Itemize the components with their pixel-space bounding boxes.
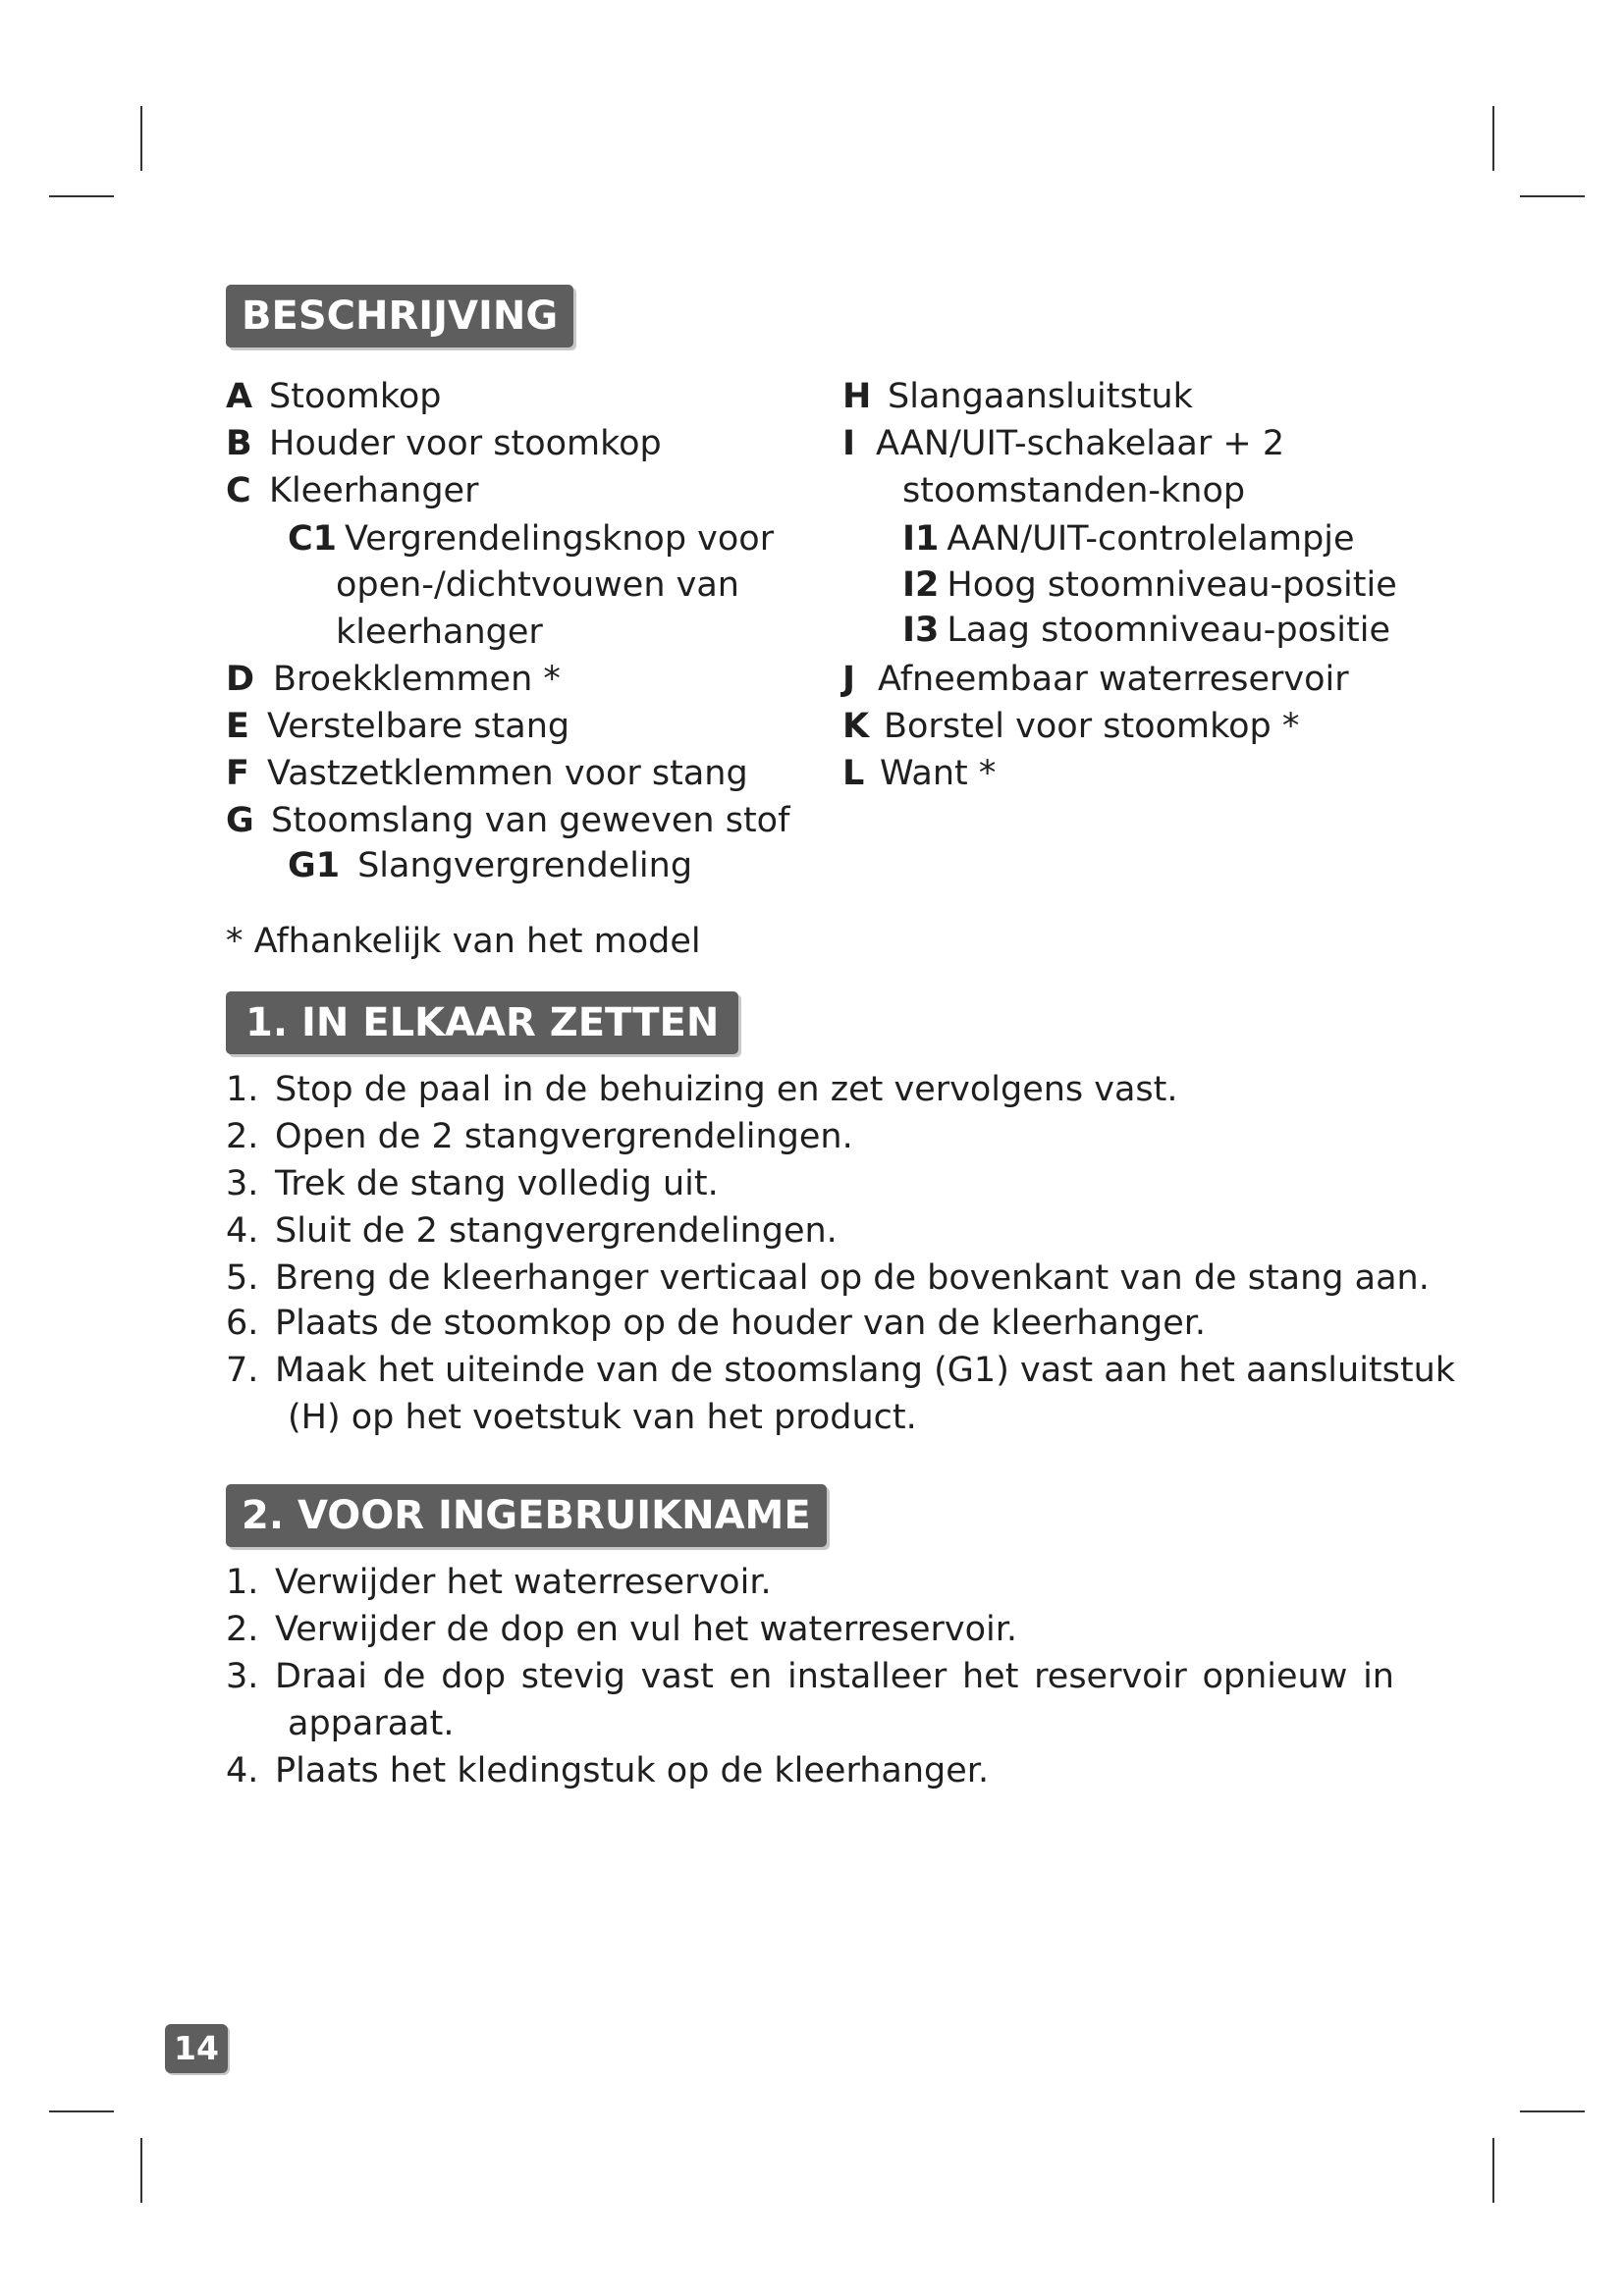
part-key: B [226, 424, 252, 463]
part-text: Houder voor stoomkop [269, 424, 662, 463]
part-key: C1 [288, 519, 338, 559]
part-text: Broekklemmen * [273, 660, 561, 699]
part-item-c [226, 467, 478, 514]
crop-mark [140, 106, 142, 171]
crop-mark [1520, 195, 1585, 197]
crop-mark [49, 2110, 114, 2112]
step-text: Trek de stang volledig uit. [275, 1164, 719, 1203]
step-text: Plaats de stoomkop op de houder van de kleerhanger. [275, 1304, 1207, 1343]
step-number: 5. [226, 1258, 259, 1298]
part-item-c1 [288, 515, 774, 562]
section-heading-before-use: 2. VOOR INGEBRUIKNAME [226, 1484, 827, 1547]
assembly-step-1 [226, 1066, 1178, 1113]
part-item-e [226, 703, 569, 750]
part-item-l [842, 750, 996, 797]
part-text: Want * [880, 754, 997, 793]
step-number: 7. [226, 1351, 259, 1390]
part-key: E [226, 707, 249, 746]
part-item-j [842, 656, 1349, 703]
part-text: Slangaansluitstuk [888, 377, 1193, 416]
part-item-i-line2: stoomstanden-knop [902, 471, 1246, 510]
footnote: * Afhankelijk van het model [226, 922, 701, 961]
crop-mark [1492, 106, 1494, 171]
part-item-f [226, 750, 748, 797]
part-key: I3 [902, 611, 940, 650]
part-key: I [842, 424, 856, 463]
step-number: 4. [226, 1211, 259, 1251]
part-text: Vergrendelingsknop voor [345, 519, 775, 559]
crop-mark [1492, 2138, 1494, 2203]
page-number: 14 [165, 2024, 228, 2073]
part-key: C [226, 471, 251, 510]
part-text: Slangvergrendeling [357, 846, 693, 885]
assembly-step-4 [226, 1207, 838, 1255]
part-item-b [226, 420, 662, 467]
step-text: Stop de paal in de behuizing en zet vervolgens vast. [275, 1070, 1178, 1109]
step-number: 6. [226, 1304, 259, 1343]
part-key: I1 [902, 519, 940, 559]
before-use-step-3-number: 3. [226, 1657, 259, 1696]
assembly-step-5 [226, 1255, 1430, 1302]
step-text: Sluit de 2 stangvergrendelingen. [275, 1211, 838, 1251]
part-key: L [842, 754, 865, 793]
part-text: Verstelbare stang [267, 707, 570, 746]
assembly-step-2 [226, 1113, 853, 1160]
crop-mark [1520, 2110, 1585, 2112]
part-text: Vastzetklemmen voor stang [267, 754, 748, 793]
step-number: 1. [226, 1563, 259, 1602]
assembly-step-7 [226, 1347, 1455, 1394]
step-number: 4. [226, 1751, 259, 1790]
part-item-c1-line2: open-/dichtvouwen van [336, 565, 739, 605]
part-key: D [226, 660, 255, 699]
part-item-i1 [902, 515, 1355, 562]
part-key: G1 [288, 846, 341, 885]
part-text: AAN/UIT-schakelaar + 2 [876, 424, 1285, 463]
part-text: AAN/UIT-controlelampje [947, 519, 1355, 559]
step-text: Open de 2 stangvergrendelingen. [275, 1117, 853, 1156]
part-key: H [842, 377, 872, 416]
assembly-step-7-continued: (H) op het voetstuk van het product. [288, 1398, 917, 1437]
step-text: Verwijder de dop en vul het waterreservoir. [275, 1610, 1018, 1649]
part-item-i2 [902, 561, 1397, 609]
part-key: I2 [902, 565, 940, 605]
part-key: K [842, 707, 870, 746]
part-text: Hoog stoomniveau-positie [947, 565, 1397, 605]
crop-mark [140, 2138, 142, 2203]
part-item-i3 [902, 607, 1390, 654]
part-item-i [842, 420, 1284, 467]
part-text: Stoomslang van geweven stof [271, 801, 790, 840]
part-text: Borstel voor stoomkop * [884, 707, 1300, 746]
part-key: A [226, 377, 253, 416]
part-text: Kleerhanger [269, 471, 479, 510]
assembly-step-3 [226, 1160, 719, 1207]
before-use-step-2 [226, 1606, 1017, 1653]
step-text: Maak het uiteinde van de stoomslang (G1) vast aan het aansluitstuk [275, 1351, 1456, 1390]
before-use-step-3-text: Draai de dop stevig vast en installeer het reservoir opnieuw in [275, 1657, 1394, 1696]
part-text: Stoomkop [269, 377, 442, 416]
before-use-step-3-continued: apparaat. [288, 1704, 455, 1743]
step-text: Plaats het kledingstuk op de kleerhanger. [275, 1751, 990, 1790]
part-item-g [226, 797, 789, 844]
before-use-step-4 [226, 1747, 989, 1794]
part-item-d [226, 656, 561, 703]
part-key: F [226, 754, 249, 793]
step-number: 2. [226, 1610, 259, 1649]
assembly-step-6 [226, 1300, 1206, 1347]
before-use-step-1 [226, 1559, 772, 1606]
section-heading-description: BESCHRIJVING [226, 285, 573, 347]
part-key: G [226, 801, 254, 840]
step-text: Verwijder het waterreservoir. [275, 1563, 772, 1602]
part-item-a [226, 373, 442, 420]
part-key: J [842, 660, 856, 699]
part-item-h [842, 373, 1193, 420]
part-item-k [842, 703, 1299, 750]
step-text: Breng de kleerhanger verticaal op de bovenkant van de stang aan. [275, 1258, 1430, 1298]
step-number: 2. [226, 1117, 259, 1156]
part-text: Laag stoomniveau-positie [947, 611, 1390, 650]
part-item-g1 [288, 842, 692, 889]
step-number: 1. [226, 1070, 259, 1109]
step-number: 3. [226, 1164, 259, 1203]
section-heading-assembly: 1. IN ELKAAR ZETTEN [226, 991, 738, 1054]
part-item-c1-line3: kleerhanger [336, 613, 543, 652]
part-text: Afneembaar waterreservoir [878, 660, 1349, 699]
crop-mark [49, 195, 114, 197]
